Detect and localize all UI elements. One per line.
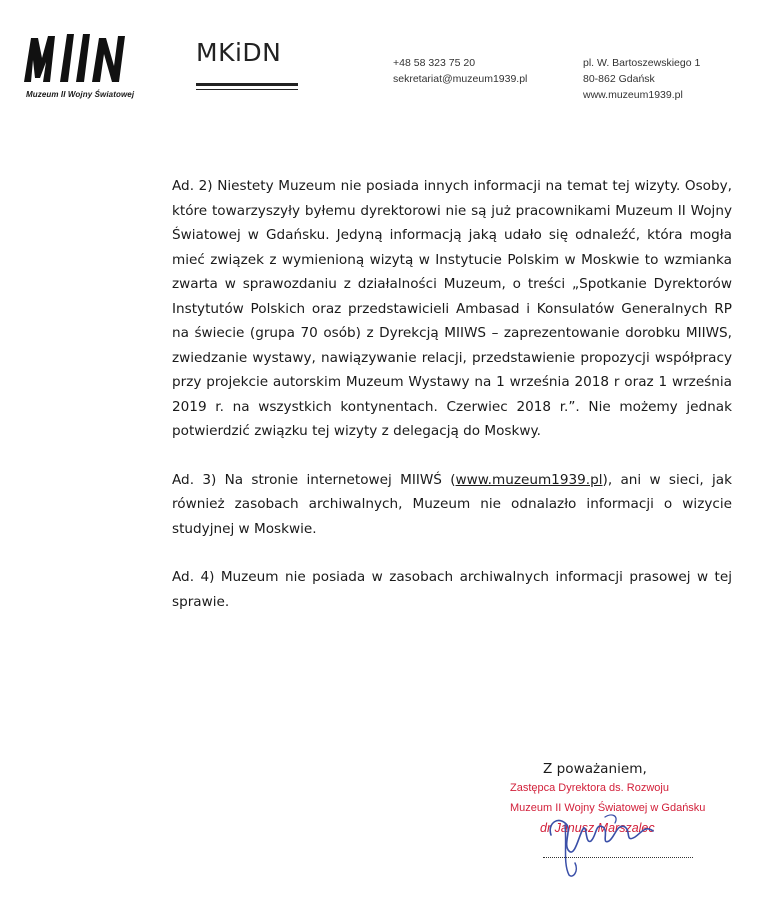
website-address: www.muzeum1939.pl	[583, 89, 683, 101]
ministry-logo	[196, 38, 300, 96]
museum-logo-mark	[22, 32, 134, 84]
stamp-institution: Muzeum II Wojny Światowej w Gdańsku	[510, 802, 706, 814]
paragraph-ad3-end: ), ani w sieci, jak również zasobach archiwalnych, Muzeum nie odnalazło informacji o wizycie studyjnej w Moskwie.	[172, 471, 732, 537]
email-address: sekretariat@muzeum1939.pl	[393, 73, 528, 85]
address-street: pl. W. Bartoszewskiego 1	[583, 57, 701, 69]
paragraph-ad3	[172, 468, 732, 542]
closing-salutation: Z poważaniem,	[543, 761, 647, 777]
address-city: 80-862 Gdańsk	[583, 73, 655, 85]
contact-info	[393, 55, 527, 87]
paragraph-ad2: Ad. 2) Niestety Muzeum nie posiada innych informacji na temat tej wizyty. Osoby, które towarzyszyły byłemu dyrektorowi nie są już pracownikami Muzeum II Wojny Światowej w Gdańsku. Jedyną informacją jaką udało się odnaleźć, która mogła mieć związek z wymienioną wizytą w Instytucie Polskim w Moskwie to wzmianka zwarta w sprawozdaniu z działalności Muzeum, o treści „Spotkanie Dyrektorów Instytutów Polskich oraz przedstawicieli Ambasad i Konsulatów Generalnych RP na świecie (grupa 70 osób) z Dyrekcją MIIWS – zaprezentowanie dorobku MIIWS, zwiedzanie wystawy, nawiązywanie relacji, przedstawienie propozycji współpracy przy projekcie autorskim Muzeum Wystawy na 1 września 2018 r oraz 1 września 2019 r. na wszystkich kontynentach. Czerwiec 2018 r.”. Nie możemy jednak potwierdzić związku tej wizyty z delegacją do Moskwy.	[172, 178, 732, 439]
paragraph-ad3-start: Ad. 3) Na stronie internetowej MIIWŚ (	[172, 471, 456, 488]
museum-website-link[interactable]: www.muzeum1939.pl	[455, 471, 603, 488]
museum-logo-caption: Muzeum II Wojny Światowej	[26, 90, 135, 99]
ministry-logo-text: MKiDN	[196, 38, 282, 67]
signature-line	[543, 857, 693, 858]
letter-body	[172, 174, 732, 638]
handwritten-signature	[545, 805, 665, 880]
ministry-logo-rule	[196, 89, 298, 90]
stamp-title: Zastępca Dyrektora ds. Rozwoju	[510, 782, 669, 794]
paragraph-ad4: Ad. 4) Muzeum nie posiada w zasobach archiwalnych informacji prasowej w tej sprawie.	[172, 569, 732, 610]
phone-number: +48 58 323 75 20	[393, 57, 476, 69]
ministry-logo-bar	[196, 83, 298, 86]
museum-logo	[22, 32, 142, 104]
postal-address	[583, 55, 700, 103]
stamp-name: dr Janusz Marszalec	[540, 821, 655, 835]
